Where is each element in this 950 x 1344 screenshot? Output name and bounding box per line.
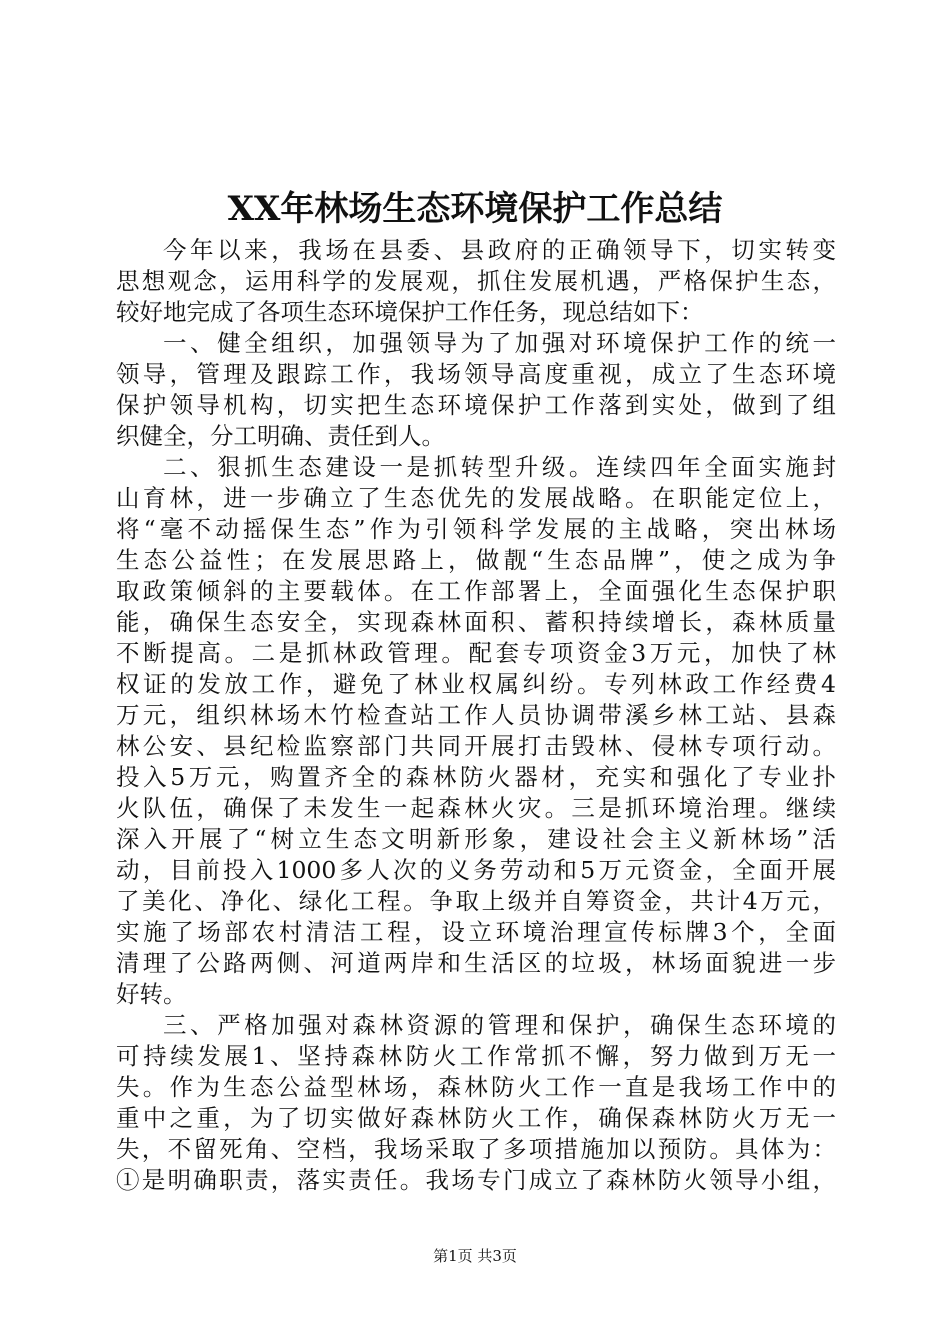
text-line: 保护领导机构，切实把生态环境保护工作落到实处，做到了组 — [116, 391, 836, 419]
text-line: ①是明确职责，落实责任。我场专门成立了森林防火领导小组， — [116, 1166, 836, 1194]
text-line: 二、狠抓生态建设一是抓转型升级。连续四年全面实施封 — [163, 453, 836, 481]
text-line: 取政策倾斜的主要载体。在工作部署上，全面强化生态保护职 — [116, 577, 836, 605]
text-line: 一、健全组织，加强领导为了加强对环境保护工作的统一 — [163, 329, 836, 357]
document-body — [116, 235, 836, 1196]
text-line: 实施了场部农村清洁工程，设立环境治理宣传标牌3个，全面 — [116, 918, 836, 946]
text-line: 了美化、净化、绿化工程。争取上级并自筹资金，共计4万元， — [116, 887, 836, 915]
text-line: 失，不留死角、空档，我场采取了多项措施加以预防。具体为： — [116, 1135, 836, 1163]
text-line: 可持续发展1、坚持森林防火工作常抓不懈，努力做到万无一 — [116, 1042, 836, 1070]
text-line: 深入开展了“树立生态文明新形象，建设社会主义新林场”活 — [116, 825, 836, 853]
text-line: 较好地完成了各项生态环境保护工作任务，现总结如下： — [116, 298, 704, 326]
document-title: XX年林场生态环境保护工作总结 — [227, 189, 723, 229]
text-line: 失。作为生态公益型林场，森林防火工作一直是我场工作中的 — [116, 1073, 836, 1101]
text-line: 投入5万元，购置齐全的森林防火器材，充实和强化了专业扑 — [116, 763, 836, 791]
text-line: 三、严格加强对森林资源的管理和保护，确保生态环境的 — [163, 1011, 836, 1039]
text-line: 将“毫不动摇保生态”作为引领科学发展的主战略，突出林场 — [116, 515, 836, 543]
text-line: 好转。 — [116, 980, 187, 1008]
text-line: 领导，管理及跟踪工作，我场领导高度重视，成立了生态环境 — [116, 360, 836, 388]
text-line: 万元，组织林场木竹检查站工作人员协调带溪乡林工站、县森 — [116, 701, 836, 729]
text-line: 生态公益性；在发展思路上，做靓“生态品牌”，使之成为争 — [116, 546, 836, 574]
text-line: 不断提高。二是抓林政管理。配套专项资金3万元，加快了林 — [116, 639, 836, 667]
text-line: 今年以来，我场在县委、县政府的正确领导下，切实转变 — [163, 236, 836, 264]
text-line: 林公安、县纪检监察部门共同开展打击毁林、侵林专项行动。 — [116, 732, 836, 760]
text-line: 能，确保生态安全，实现森林面积、蓄积持续增长，森林质量 — [116, 608, 836, 636]
text-line: 山育林，进一步确立了生态优先的发展战略。在职能定位上， — [116, 484, 836, 512]
text-line: 清理了公路两侧、河道两岸和生活区的垃圾，林场面貌进一步 — [116, 949, 836, 977]
text-line: 重中之重，为了切实做好森林防火工作，确保森林防火万无一 — [116, 1104, 836, 1132]
text-line: 火队伍，确保了未发生一起森林火灾。三是抓环境治理。继续 — [116, 794, 836, 822]
text-line: 思想观念，运用科学的发展观，抓住发展机遇，严格保护生态， — [116, 267, 836, 295]
text-line: 织健全，分工明确、责任到人。 — [116, 422, 445, 450]
page-footer: 第1页 共3页 — [433, 1247, 517, 1265]
text-line: 权证的发放工作，避免了林业权属纠纷。专列林政工作经费4 — [116, 670, 836, 698]
text-line: 动，目前投入1000多人次的义务劳动和5万元资金，全面开展 — [116, 856, 836, 884]
